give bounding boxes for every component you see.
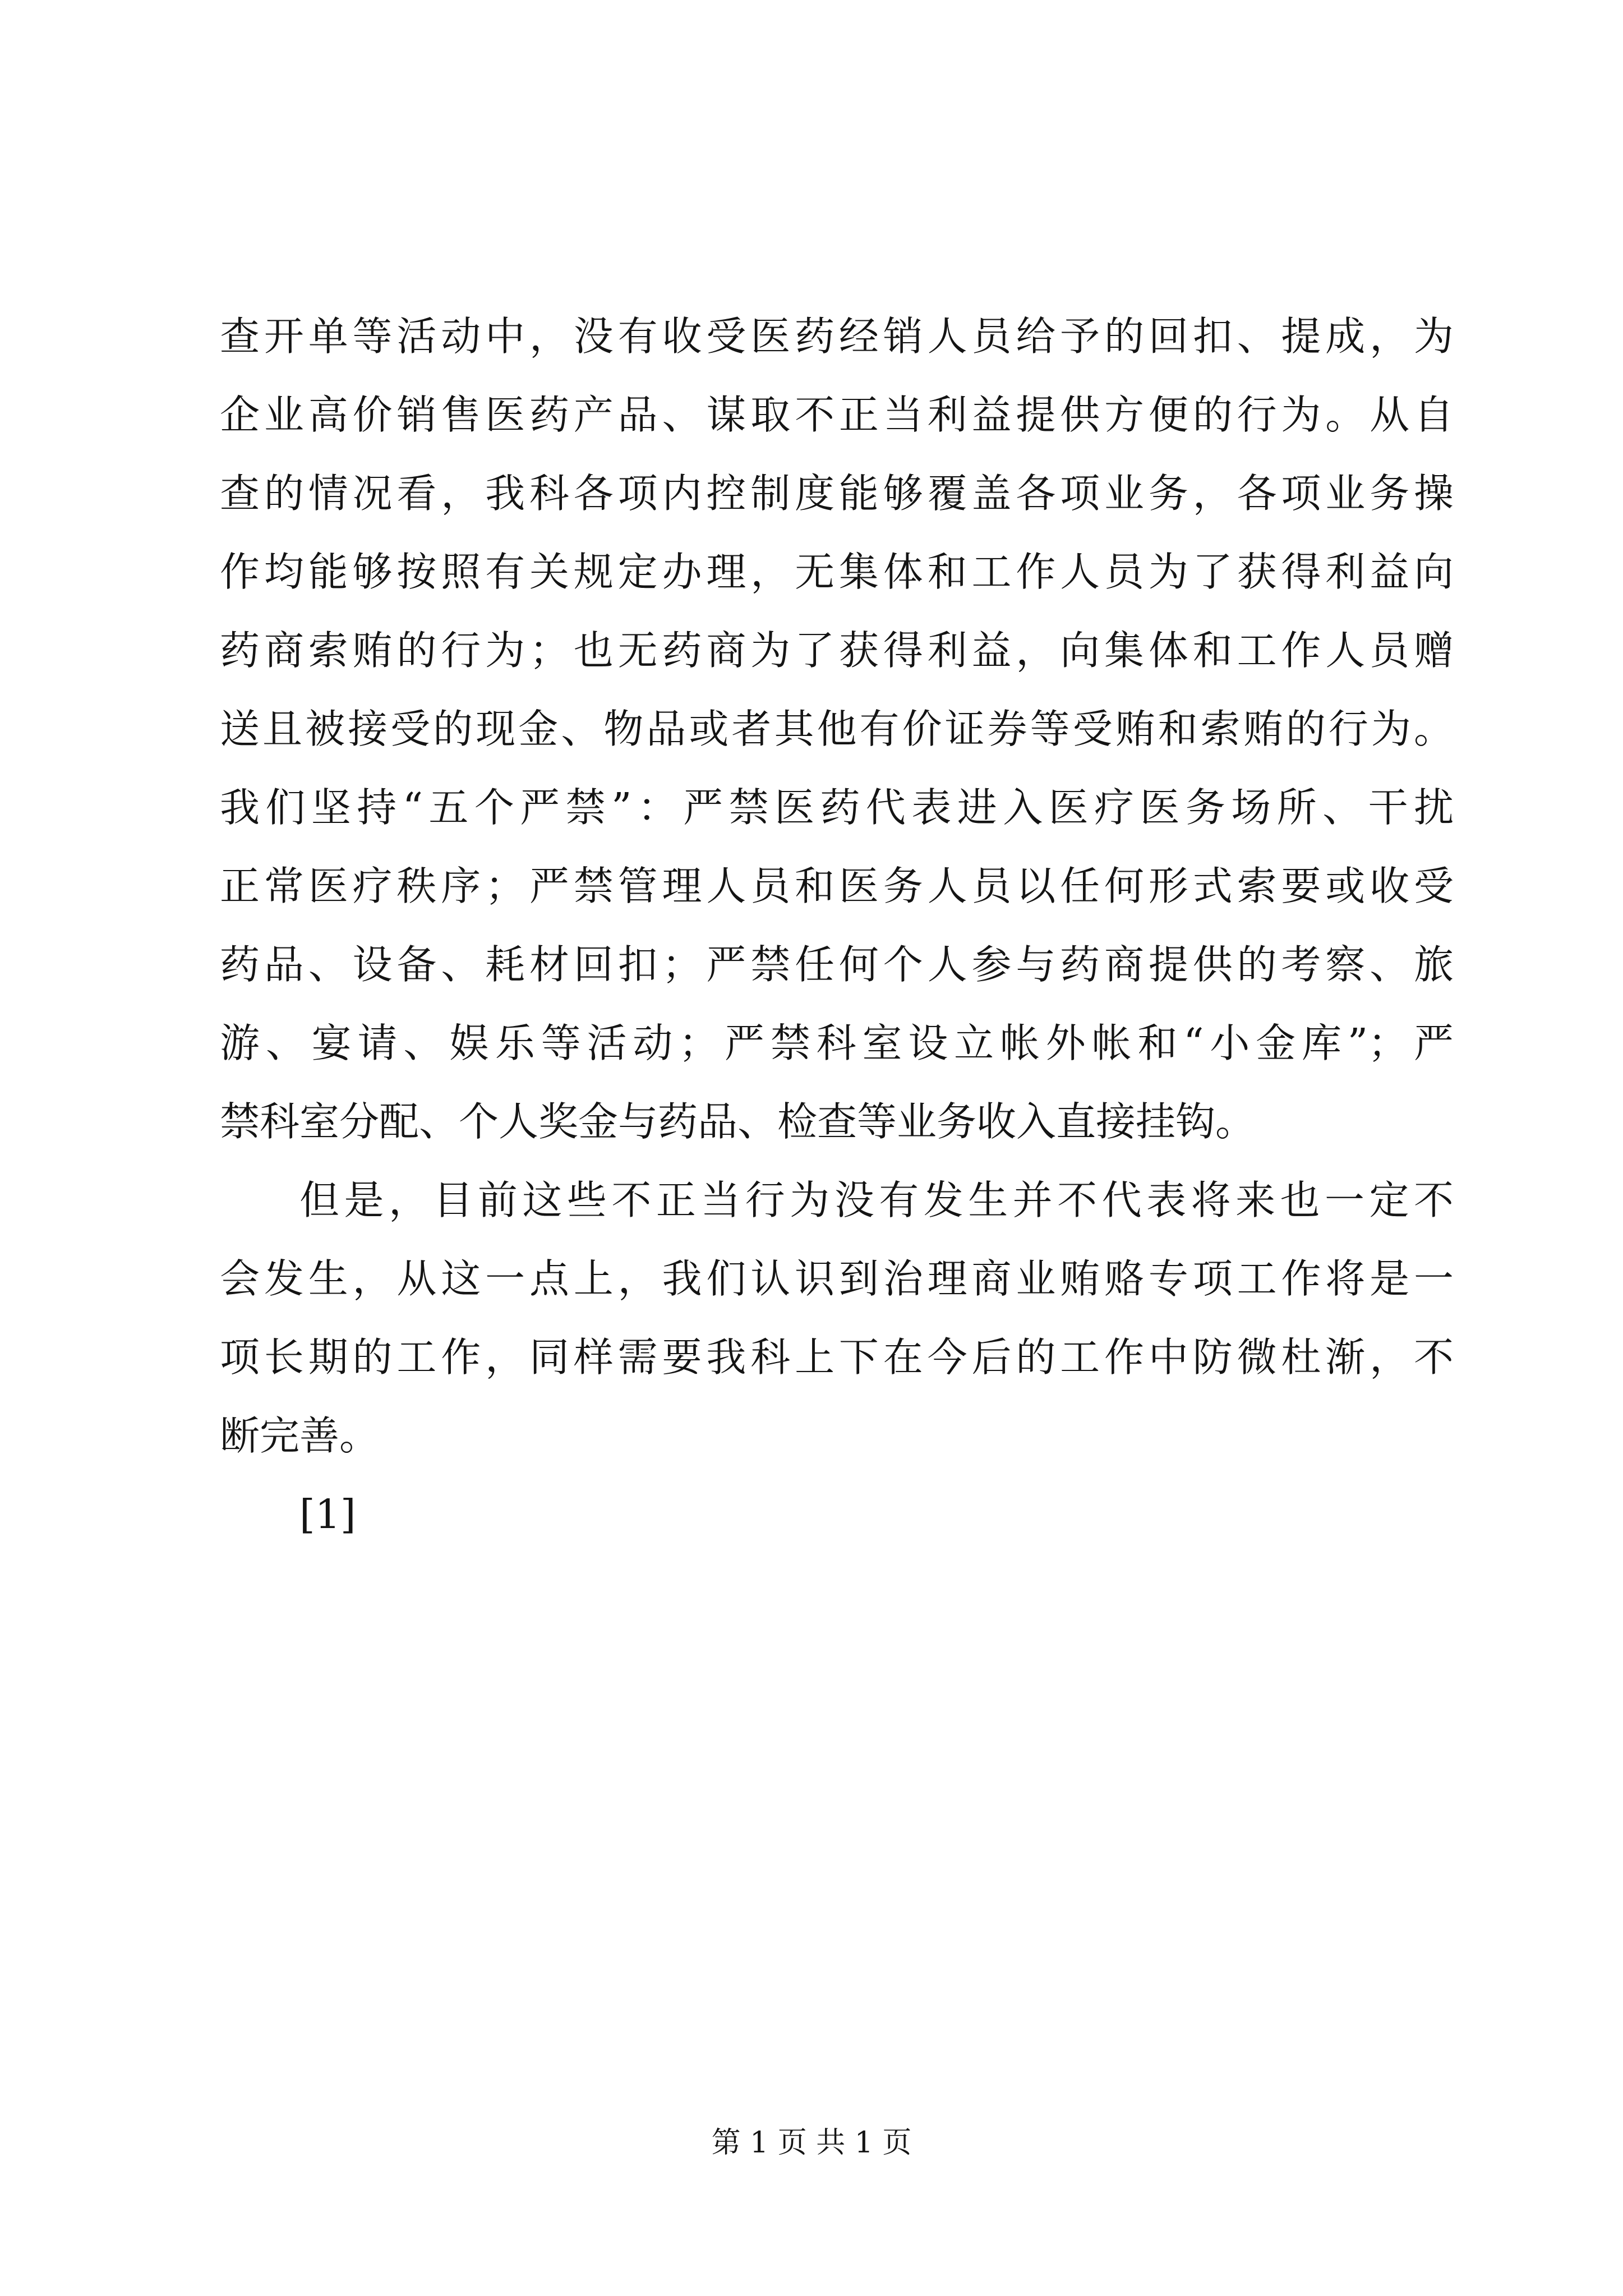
text-line: 作均能够按照有关规定办理，无集体和工作人员为了获得利益向 xyxy=(220,549,1454,595)
text-line: 送且被接受的现金、物品或者其他有价证券等受贿和索贿的行为。 xyxy=(220,706,1454,752)
text-line: 我们坚持“五个严禁”：严禁医药代表进入医疗医务场所、干扰 xyxy=(220,784,1454,831)
text-line: 项长期的工作，同样需要我科上下在今后的工作中防微杜渐，不 xyxy=(220,1334,1454,1381)
text-line: 查开单等活动中，没有收受医药经销人员给予的回扣、提成，为 xyxy=(220,313,1454,360)
paragraph-first-line: 但是，目前这些不正当行为没有发生并不代表将来也一定不 xyxy=(299,1177,1454,1223)
text-line: 禁科室分配、个人奖金与药品、检查等业务收入直接挂钩。 xyxy=(220,1098,1256,1145)
text-line: 查的情况看，我科各项内控制度能够覆盖各项业务，各项业务操 xyxy=(220,470,1454,517)
page-footer: 第 1 页 共 1 页 xyxy=(711,2126,912,2160)
body-text xyxy=(220,297,1454,1554)
text-line: 企业高价销售医药产品、谋取不正当利益提供方便的行为。从自 xyxy=(220,392,1454,438)
text-line: 游、宴请、娱乐等活动；严禁科室设立帐外帐和“小金库”；严 xyxy=(220,1020,1454,1066)
text-line: 药品、设备、耗材回扣；严禁任何个人参与药商提供的考察、旅 xyxy=(220,941,1454,988)
text-line: 正常医疗秩序；严禁管理人员和医务人员以任何形式索要或收受 xyxy=(220,863,1454,909)
text-line: 药商索贿的行为；也无药商为了获得利益，向集体和工作人员赠 xyxy=(220,627,1454,674)
text-line: 会发生，从这一点上，我们认识到治理商业贿赂专项工作将是一 xyxy=(220,1255,1454,1302)
text-line: 断完善。 xyxy=(220,1412,380,1459)
reference-marker: [1] xyxy=(299,1491,356,1538)
